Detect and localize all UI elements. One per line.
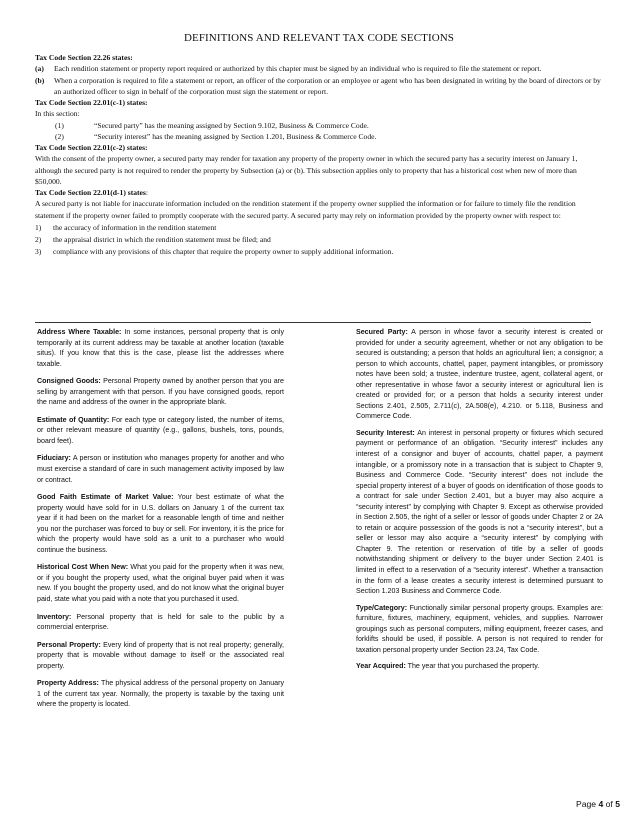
definition-term: Year Acquired: [356,662,406,671]
current-page: 4 [598,799,604,809]
list-item [35,222,605,233]
section-body: A secured party is not liable for inaccurate information included on the rendition statement if the property owner supplied the information or for failure to timely file the rendition statement if the property owner failed to promptly cooperate with the secured party. A secured party may rely on information provided by the property owner with respect to: [35,199,576,220]
list-item-label: (1) [55,120,64,130]
list-item-text: When a corporation is required to file a statement or report, an officer of the corporation or an employee or agent who has been designated in writing by the board of directors or by an authorized officer to sign in behalf of the corporation must sign the statement or report. [54,75,601,96]
definition-text: What you paid for the property when it was new, or if you bought the property used, what the original buyer paid when it was new. If you bought the property used, and do not know what the original buyer paid, state what you paid with a note that you purchased it used. [37,563,284,604]
page-number [500,799,620,809]
list-item [35,131,605,142]
section-heading-22-26: Tax Code Section 22.26 states: [35,53,133,62]
definition-text: Your best estimate of what the property would have sold for in U.S. dollars on January 1 of the current tax year if it had been on the market for a reasonable length of time and neither you nor the purchaser was forced to buy or sell. For inventory, it is the price for which the property would have sold as a unit to a purchaser who would continue the business. [37,493,284,554]
definition-entry [37,612,284,633]
definition-entry [356,327,603,422]
definition-entry [37,562,284,604]
definition-text: A person or institution who manages property for another and who must exercise a standard of care in such management activity imposed by law or contract. [37,454,284,484]
definition-term: Secured Party: [356,328,408,336]
definitions-left-column [37,327,284,717]
total-pages: 5 [615,799,620,809]
list-item-text: compliance with any provisions of this chapter that require the property owner to supply additional information. [53,247,394,257]
definitions-right-column [356,327,603,678]
definition-entry [356,603,603,656]
definition-entry [37,453,284,485]
list-item [35,63,605,74]
definition-entry [356,661,603,672]
definition-entry [356,428,603,597]
definition-term: Inventory: [37,612,72,621]
section-heading-colon: : [145,188,149,197]
definition-entry [37,327,284,369]
section-heading-22-01-d1 [35,187,605,198]
of-word: of [603,799,616,809]
list-item [35,120,605,131]
definition-entry [37,678,284,710]
tax-code-sections [35,52,605,258]
list-item-label: (2) [55,131,64,141]
list-item-text: Each rendition statement or property report required or authorized by this chapter must be signed by an individual who is required to file the statement or report. [54,64,542,74]
list-item-text: “Security interest” has the meaning assigned by Section 1.201, Business & Commerce Code. [94,131,377,141]
list-item [35,246,605,257]
definition-text: The year that you purchased the property. [405,662,540,671]
definition-text: Personal Property owned by another person that you are selling by arrangement with that person. If you have consigned goods, report the name and address of the owner in the appropriate blank. [37,377,284,407]
definition-term: Good Faith Estimate of Market Value: [37,493,174,502]
definition-entry [37,492,284,555]
section-body: With the consent of the property owner, a secured party may render for taxation any property of the property owner in which the secured party has a security interest on January 1, although the secured party is not required to render the property by Subsection (a) or (b). This subsection applies only to property that has a historical cost when new of more than $50,000. [35,154,578,186]
list-item-label: 2) [35,235,42,244]
definition-term: Estimate of Quantity: [37,415,110,424]
definition-text: Every kind of property that is not real property; generally, property that is movable without damage to itself or the associated real property. [37,640,284,670]
page-title: DEFINITIONS AND RELEVANT TAX CODE SECTIONS [183,32,455,44]
list-item [35,234,605,245]
definition-text: For each type or category listed, the number of items, or other relevant measure of quantity (e.g., gallons, bushels, tons, pounds, board feet). [37,415,284,445]
definition-entry [37,640,284,672]
definition-entry [37,415,284,447]
definition-text: In some instances, personal property that is only temporarily at its current address may be taxable at another location (taxable situs). If you know that this is the case, please list the addresses where taxable. [37,328,284,368]
section-heading-22-01-c1: Tax Code Section 22.01(c-1) states: [35,98,148,107]
definition-term: Property Address: [37,679,99,688]
definition-text: Functionally similar personal property groups. Examples are: furniture, fixtures, machinery, equipment, vehicles, and supplies. Narrower groupings such as personal computers, milling equipment, freezer cases, and forklifts should be used, if possible. A person is not required to render for taxation personal property under Section 23.24, Tax Code. [356,603,603,654]
definition-term: Consigned Goods: [37,377,101,386]
section-intro: In this section: [35,109,80,119]
list-item-text: the accuracy of information in the rendition statement [53,222,217,232]
horizontal-divider [35,322,591,323]
definition-text: Personal property that is held for sale to the public by a commercial enterprise. [37,612,284,632]
definition-term: Fiduciary: [37,454,71,463]
section-heading-22-01-c2: Tax Code Section 22.01(c-2) states: [35,143,148,152]
definition-term: Address Where Taxable: [37,328,122,336]
list-item-text: the appraisal district in which the rendition statement must be filed; and [53,235,271,244]
page-word: Page [576,799,599,809]
section-heading-text: Tax Code Section 22.01(d-1) states [35,188,146,197]
list-item [35,75,605,98]
definition-entry [37,376,284,408]
definition-term: Personal Property: [37,640,101,649]
definition-text: The physical address of the personal property on January 1 of the current tax year. Normally, the property is taxable by the taxing unit where the property is located. [37,679,284,709]
definition-term: Security Interest: [356,428,415,437]
list-item-label: 3) [35,247,42,257]
list-item-label: 1) [35,222,42,232]
definition-term: Historical Cost When New: [37,563,129,572]
definition-text: An interest in personal property or fixtures which secured payment or performance of an obligation. “Security interest” includes any interest of a consignor and buyer of accounts, chattel paper, a payment intangible, or a promissory note in a transaction that is subject to Chapter 9, Business and Commerce Code. “Security interest” does not include the special property interest of a buyer of goods on identification of those goods to a contract for sale under Section 2.401, but a buyer may also acquire a “security interest” by complying with Chapter 9. Except as otherwise provided in Section 2.505, the right of a seller or lessor of goods under Chapter 2 or 2A to retain or acquire possession of the goods is not a “security interest”, but a seller or lessor may also acquire a “security interest” by complying with Chapter 9. The retention or reservation of title by a seller of goods notwithstanding shipment or delivery to the buyer under Section 2.401 is limited in effect to a reservation of a “security interest”. Whether a transaction in the form of a lease creates a security interest is determined pursuant to Section 1.203 Business and Commerce Code. [356,428,604,596]
definition-text: A person in whose favor a security interest is created or provided for under a security agreement, whether or not any obligation to be secured is outstanding; a person that holds an agricultural lien; a consignor; a person to which accounts, chattel, paper, payment intangibles, or promissory notes have been sold; a trustee, indenture trustee, agent, collateral agent, or other representative in whose favor a security interest or agricultural lien is created or provided for; or a person that holds a security interest under Sections 2.401, 2.505, 2.711(c), 2A.508(e), 4.210. or 5.118, Business and Commerce Code. [356,328,603,421]
definition-term: Type/Category: [356,603,408,612]
list-item-text: “Secured party” has the meaning assigned by Section 9.102, Business & Commerce Code. [94,120,369,130]
list-item-label: (a) [35,64,44,74]
list-item-label: (b) [35,75,45,85]
